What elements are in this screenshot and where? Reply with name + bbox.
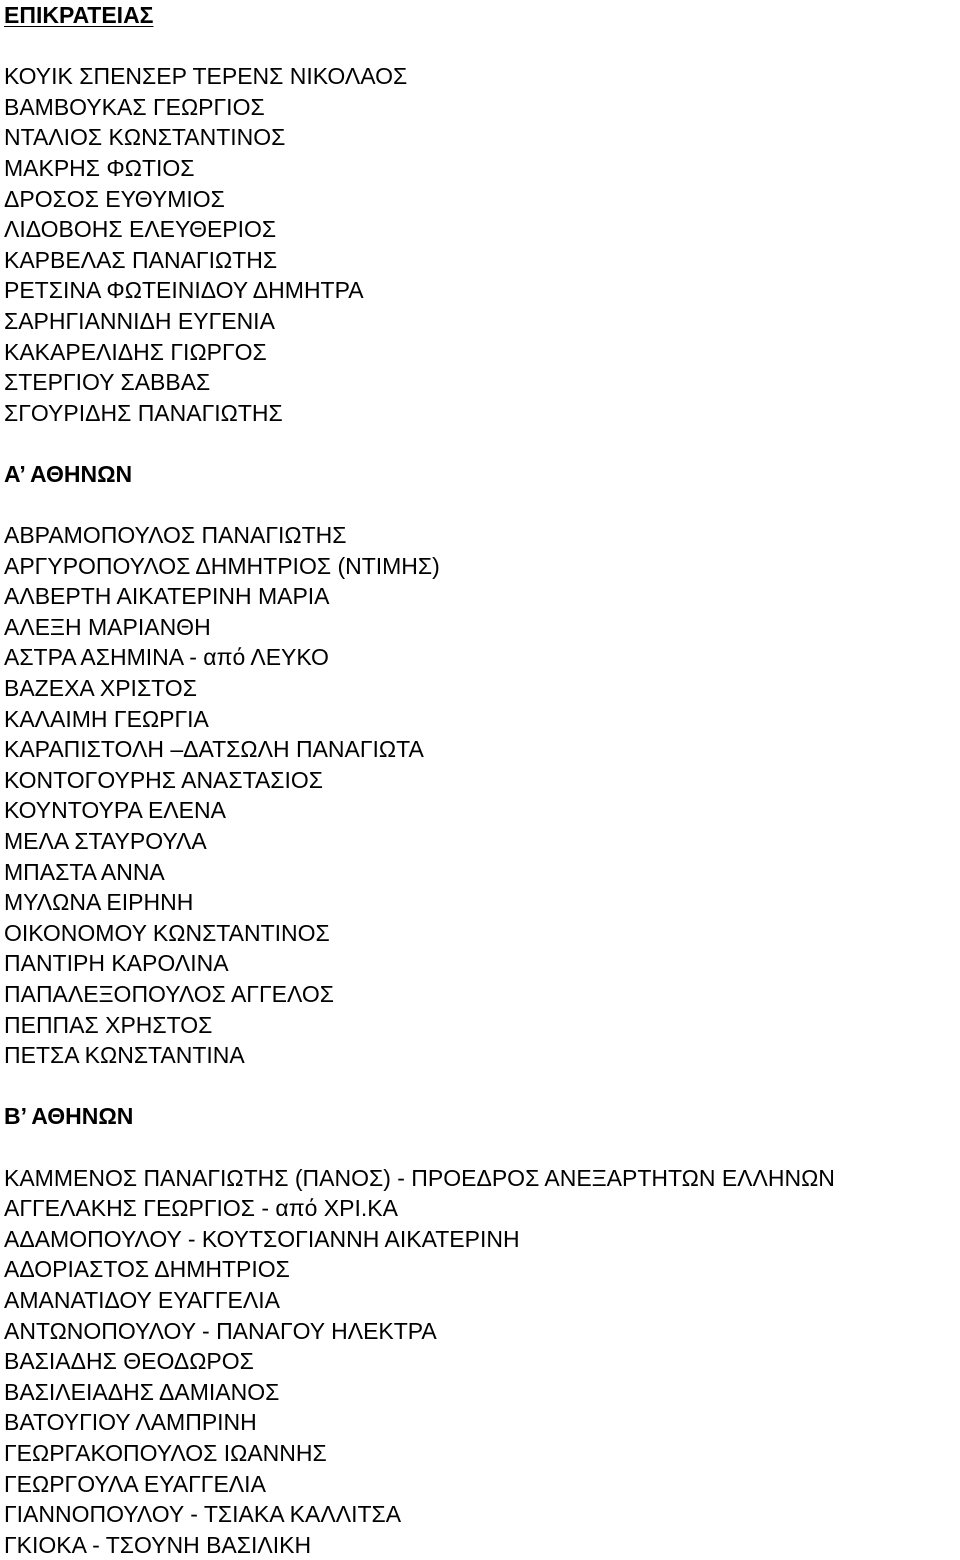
list-item: ΑΔΑΜΟΠΟΥΛΟΥ - ΚΟΥΤΣΟΓΙΑΝΝΗ ΑΙΚΑΤΕΡΙΝΗ	[4, 1225, 520, 1252]
list-item: ΠΑΠΑΛΕΞΟΠΟΥΛΟΣ ΑΓΓΕΛΟΣ	[4, 981, 334, 1007]
list-item: ΠΑΝΤΙΡΗ ΚΑΡΟΛΙΝΑ	[4, 950, 229, 977]
list-item: ΔΡΟΣΟΣ ΕΥΘΥΜΙΟΣ	[4, 185, 225, 212]
list-item: ΚΑΛΑΙΜΗ ΓΕΩΡΓΙΑ	[4, 705, 209, 732]
list-item: ΒΑΖΕΧΑ ΧΡΙΣΤΟΣ	[4, 675, 197, 702]
list-item: ΚΑΜΜΕΝΟΣ ΠΑΝΑΓΙΩΤΗΣ (ΠΑΝΟΣ) - ΠΡΟΕΔΡΟΣ ΑΝΕΞΑΡΤΗΤΩΝ ΕΛΛΗΝΩΝ	[4, 1164, 835, 1191]
list-item: ΓΕΩΡΓΑΚΟΠΟΥΛΟΣ ΙΩΑΝΝΗΣ	[4, 1439, 327, 1466]
list-item: ΑΒΡΑΜΟΠΟΥΛΟΣ ΠΑΝΑΓΙΩΤΗΣ	[4, 522, 347, 549]
spacer	[4, 428, 960, 459]
list-item: ΜΑΚΡΗΣ ΦΩΤΙΟΣ	[4, 154, 195, 181]
section-heading: Α’ ΑΘΗΝΩΝ	[4, 460, 133, 487]
list-item: ΑΛΒΕΡΤΗ ΑΙΚΑΤΕΡΙΝΗ ΜΑΡΙΑ	[4, 583, 330, 610]
candidate-list-document	[4, 0, 960, 1560]
list-item: ΚΟΥΝΤΟΥΡΑ ΕΛΕΝΑ	[4, 797, 226, 824]
list-item: ΑΡΓΥΡΟΠΟΥΛΟΣ ΔΗΜΗΤΡΙΟΣ (ΝΤΙΜΗΣ)	[4, 552, 440, 579]
list-item: ΒΑΣΙΑΔΗΣ ΘΕΟΔΩΡΟΣ	[4, 1348, 254, 1375]
list-item: ΠΕΠΠΑΣ ΧΡΗΣΤΟΣ	[4, 1011, 213, 1038]
spacer	[4, 1132, 960, 1163]
list-item: ΑΣΤΡΑ ΑΣΗΜΙΝΑ - από ΛΕΥΚΟ	[4, 644, 329, 671]
spacer	[4, 490, 960, 521]
list-item: ΑΓΓΕΛΑΚΗΣ ΓΕΩΡΓΙΟΣ - από ΧΡΙ.ΚΑ	[4, 1195, 398, 1222]
list-item: ΜΥΛΩΝΑ ΕΙΡΗΝΗ	[4, 889, 194, 916]
section-heading: ΕΠΙΚΡΑΤΕΙΑΣ	[4, 2, 154, 28]
list-item: ΝΤΑΛΙΟΣ ΚΩΝΣΤΑΝΤΙΝΟΣ	[4, 124, 286, 151]
list-item: ΚΟΥΙΚ ΣΠΕΝΣΕΡ ΤΕΡΕΝΣ ΝΙΚΟΛΑΟΣ	[4, 63, 408, 90]
list-item: ΛΙΔΟΒΟΗΣ ΕΛΕΥΘΕΡΙΟΣ	[4, 216, 277, 243]
section-heading: Β’ ΑΘΗΝΩΝ	[4, 1103, 134, 1130]
list-item: ΑΜΑΝΑΤΙΔΟΥ ΕΥΑΓΓΕΛΙΑ	[4, 1286, 280, 1313]
list-item: ΑΝΤΩΝΟΠΟΥΛΟΥ - ΠΑΝΑΓΟΥ ΗΛΕΚΤΡΑ	[4, 1317, 437, 1344]
list-item: ΑΛΕΞΗ ΜΑΡΙΑΝΘΗ	[4, 613, 211, 640]
list-item: ΑΔΟΡΙΑΣΤΟΣ ΔΗΜΗΤΡΙΟΣ	[4, 1256, 290, 1283]
list-item: ΒΑΜΒΟΥΚΑΣ ΓΕΩΡΓΙΟΣ	[4, 93, 265, 120]
list-item: ΟΙΚΟΝΟΜΟΥ ΚΩΝΣΤΑΝΤΙΝΟΣ	[4, 919, 330, 946]
spacer	[4, 1071, 960, 1102]
spacer	[4, 31, 960, 62]
list-item: ΚΑΡΒΕΛΑΣ ΠΑΝΑΓΙΩΤΗΣ	[4, 246, 278, 273]
list-item: ΠΕΤΣΑ ΚΩΝΣΤΑΝΤΙΝΑ	[4, 1042, 245, 1069]
list-item: ΚΑΚΑΡΕΛΙΔΗΣ ΓΙΩΡΓΟΣ	[4, 338, 267, 365]
list-item: ΒΑΣΙΛΕΙΑΔΗΣ ΔΑΜΙΑΝΟΣ	[4, 1378, 280, 1405]
list-item: ΒΑΤΟΥΓΙΟΥ ΛΑΜΠΡΙΝΗ	[4, 1409, 257, 1436]
list-item: ΓΚΙΟΚΑ - ΤΣΟΥΝΗ ΒΑΣΙΛΙΚΗ	[4, 1531, 312, 1558]
list-item: ΚΑΡΑΠΙΣΤΟΛΗ –ΔΑΤΣΩΛΗ ΠΑΝΑΓΙΩΤΑ	[4, 736, 424, 763]
list-item: ΜΕΛΑ ΣΤΑΥΡΟΥΛΑ	[4, 828, 207, 855]
list-item: ΓΙΑΝΝΟΠΟΥΛΟΥ - ΤΣΙΑΚΑ ΚΑΛΛΙΤΣΑ	[4, 1501, 402, 1528]
list-item: ΣΑΡΗΓΙΑΝΝΙΔΗ ΕΥΓΕΝΙΑ	[4, 307, 275, 334]
list-item: ΜΠΑΣΤΑ ΑΝΝΑ	[4, 858, 165, 885]
list-item: ΚΟΝΤΟΓΟΥΡΗΣ ΑΝΑΣΤΑΣΙΟΣ	[4, 766, 324, 793]
list-item: ΣΤΕΡΓΙΟΥ ΣΑΒΒΑΣ	[4, 369, 211, 396]
list-item: ΣΓΟΥΡΙΔΗΣ ΠΑΝΑΓΙΩΤΗΣ	[4, 399, 283, 426]
list-item: ΡΕΤΣΙΝΑ ΦΩΤΕΙΝΙΔΟΥ ΔΗΜΗΤΡΑ	[4, 277, 364, 304]
list-item: ΓΕΩΡΓΟΥΛΑ ΕΥΑΓΓΕΛΙΑ	[4, 1470, 266, 1497]
